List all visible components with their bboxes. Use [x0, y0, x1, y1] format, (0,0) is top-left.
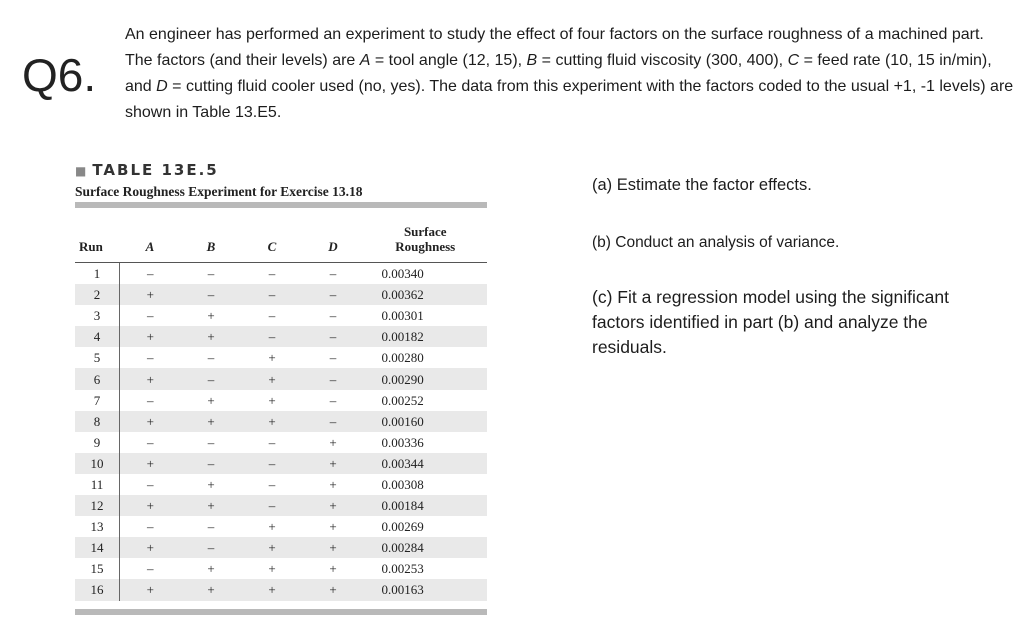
- cell-run: 3: [75, 305, 120, 326]
- cell-c: +: [242, 579, 303, 600]
- prompt-text-2: = tool angle (12, 15),: [370, 52, 527, 69]
- cell-a: +: [120, 453, 181, 474]
- cell-roughness: 0.00253: [381, 561, 424, 577]
- cell-c: –: [242, 326, 303, 347]
- cell-roughness: 0.00269: [381, 519, 424, 535]
- cell-d: –: [329, 308, 337, 324]
- cell-b: –: [181, 368, 242, 389]
- cell-b: –: [181, 453, 242, 474]
- table-row: [75, 305, 487, 326]
- table-row: [75, 495, 487, 516]
- cell-a: –: [147, 561, 154, 577]
- table-row: [75, 368, 487, 389]
- cell-roughness: 0.00340: [381, 266, 424, 282]
- table-caption: Surface Roughness Experiment for Exercise 13.18: [75, 184, 363, 199]
- cell-b: +: [181, 495, 242, 516]
- cell-roughness: 0.00252: [381, 392, 424, 408]
- header-c: C: [242, 214, 303, 263]
- factor-a-letter: A: [359, 52, 371, 69]
- table-label: [75, 161, 219, 179]
- cell-b: –: [181, 284, 242, 305]
- cell-roughness: 0.00308: [381, 476, 424, 492]
- cell-d: –: [329, 266, 337, 282]
- cell-c: –: [268, 476, 276, 492]
- table-row: [75, 579, 487, 600]
- cell-a: –: [147, 476, 154, 492]
- prompt-text-3: = cutting fluid viscosity (300, 400),: [537, 52, 788, 69]
- cell-b: +: [207, 561, 215, 577]
- cell-c: –: [242, 495, 303, 516]
- part-c-text: (c) Fit a regression model using the significant factors identified in part (b) and analyze the residuals.: [592, 287, 949, 357]
- cell-roughness: 0.00184: [364, 495, 488, 516]
- cell-a: +: [120, 495, 181, 516]
- cell-a: +: [120, 537, 181, 558]
- part-b-text: (b) Conduct an analysis of variance.: [592, 234, 840, 251]
- header-d: D: [303, 214, 364, 263]
- cell-run: 15: [75, 558, 120, 579]
- cell-b: +: [181, 326, 242, 347]
- cell-d: –: [329, 350, 337, 366]
- table-row: [75, 453, 487, 474]
- cell-c: +: [242, 411, 303, 432]
- table-bottom-rule: [75, 609, 487, 615]
- cell-roughness: 0.00182: [364, 326, 488, 347]
- cell-d: –: [303, 326, 364, 347]
- table-row: [75, 516, 487, 537]
- cell-a: +: [120, 368, 181, 389]
- table-row: [75, 558, 487, 579]
- question-prompt: [125, 22, 1015, 126]
- cell-roughness: 0.00280: [381, 350, 424, 366]
- cell-run: 1: [75, 263, 120, 285]
- table-row: [75, 263, 487, 285]
- cell-b: –: [207, 266, 215, 282]
- cell-d: +: [329, 519, 337, 535]
- header-run: Run: [75, 214, 120, 263]
- cell-run: 2: [75, 284, 120, 305]
- cell-c: +: [268, 561, 276, 577]
- header-a: A: [120, 214, 181, 263]
- cell-b: +: [207, 392, 215, 408]
- cell-roughness: 0.00163: [364, 579, 488, 600]
- cell-d: +: [303, 453, 364, 474]
- cell-run: 7: [75, 390, 120, 411]
- cell-roughness: 0.00301: [381, 308, 424, 324]
- factor-d-letter: D: [156, 78, 168, 95]
- cell-c: +: [268, 350, 276, 366]
- cell-d: +: [329, 476, 337, 492]
- cell-a: –: [147, 350, 154, 366]
- table-row: [75, 390, 487, 411]
- part-a-text: (a) Estimate the factor effects.: [592, 176, 812, 194]
- cell-b: –: [181, 537, 242, 558]
- cell-run: 9: [75, 432, 120, 453]
- cell-b: –: [207, 434, 215, 450]
- header-surface-roughness: [364, 214, 488, 263]
- table-row: [75, 411, 487, 432]
- cell-c: –: [268, 308, 276, 324]
- cell-run: 13: [75, 516, 120, 537]
- cell-c: +: [242, 368, 303, 389]
- header-roughness: Roughness: [395, 239, 456, 254]
- table-label-bullet: ■: [75, 164, 87, 178]
- cell-d: –: [303, 411, 364, 432]
- data-table: [75, 214, 487, 601]
- cell-d: +: [303, 537, 364, 558]
- cell-a: +: [120, 579, 181, 600]
- cell-a: –: [147, 266, 154, 282]
- cell-b: +: [207, 308, 215, 324]
- table-header-row: [75, 214, 487, 263]
- cell-a: –: [147, 434, 154, 450]
- prompt-text-4: = feed rate (10, 15 in/min), and: [125, 52, 992, 95]
- cell-c: –: [268, 266, 276, 282]
- cell-c: +: [268, 519, 276, 535]
- cell-c: +: [242, 537, 303, 558]
- cell-a: +: [120, 284, 181, 305]
- cell-a: –: [147, 308, 154, 324]
- cell-roughness: 0.00284: [364, 537, 488, 558]
- cell-c: –: [242, 453, 303, 474]
- cell-d: –: [303, 284, 364, 305]
- cell-roughness: 0.00362: [364, 284, 488, 305]
- prompt-text-5: = cutting fluid cooler used (no, yes). The data from this experiment with the factors coded to the usual +1, -1 levels) are shown in Table 13.E5.: [125, 78, 1014, 121]
- table-label-text: TABLE 13E.5: [92, 161, 219, 179]
- cell-d: +: [329, 434, 337, 450]
- cell-run: 6: [75, 368, 120, 389]
- table-row: [75, 474, 487, 495]
- cell-run: 8: [75, 411, 120, 432]
- cell-a: +: [120, 326, 181, 347]
- table-row: [75, 347, 487, 368]
- cell-run: 14: [75, 537, 120, 558]
- question-number: Q6.: [22, 49, 97, 101]
- cell-roughness: 0.00336: [381, 434, 424, 450]
- cell-d: –: [329, 392, 337, 408]
- cell-c: –: [242, 284, 303, 305]
- cell-a: –: [147, 519, 154, 535]
- cell-run: 12: [75, 495, 120, 516]
- factor-b-letter: B: [526, 52, 538, 69]
- cell-b: +: [181, 579, 242, 600]
- table-row: [75, 326, 487, 347]
- cell-run: 10: [75, 453, 120, 474]
- table-row: [75, 284, 487, 305]
- cell-a: –: [147, 392, 154, 408]
- factor-c-letter: C: [787, 52, 800, 69]
- cell-run: 11: [75, 474, 120, 495]
- cell-d: –: [303, 368, 364, 389]
- cell-a: +: [120, 411, 181, 432]
- cell-roughness: 0.00344: [364, 453, 488, 474]
- cell-d: +: [303, 579, 364, 600]
- header-surface: Surface: [403, 224, 447, 239]
- cell-c: +: [268, 392, 276, 408]
- cell-run: 4: [75, 326, 120, 347]
- table-row: [75, 432, 487, 453]
- cell-b: +: [181, 411, 242, 432]
- header-b: B: [181, 214, 242, 263]
- cell-roughness: 0.00290: [364, 368, 488, 389]
- cell-c: –: [268, 434, 276, 450]
- cell-run: 16: [75, 579, 120, 600]
- cell-b: +: [207, 476, 215, 492]
- table-top-rule: [75, 202, 487, 208]
- cell-roughness: 0.00160: [364, 411, 488, 432]
- cell-b: –: [207, 519, 215, 535]
- cell-b: –: [207, 350, 215, 366]
- prompt-text-1: An engineer has performed an experiment to study the effect of four factors on the surface roughness of a machined part. The factors (and their levels) are: [125, 26, 984, 69]
- table-row: [75, 537, 487, 558]
- cell-run: 5: [75, 347, 120, 368]
- cell-d: +: [329, 561, 337, 577]
- cell-d: +: [303, 495, 364, 516]
